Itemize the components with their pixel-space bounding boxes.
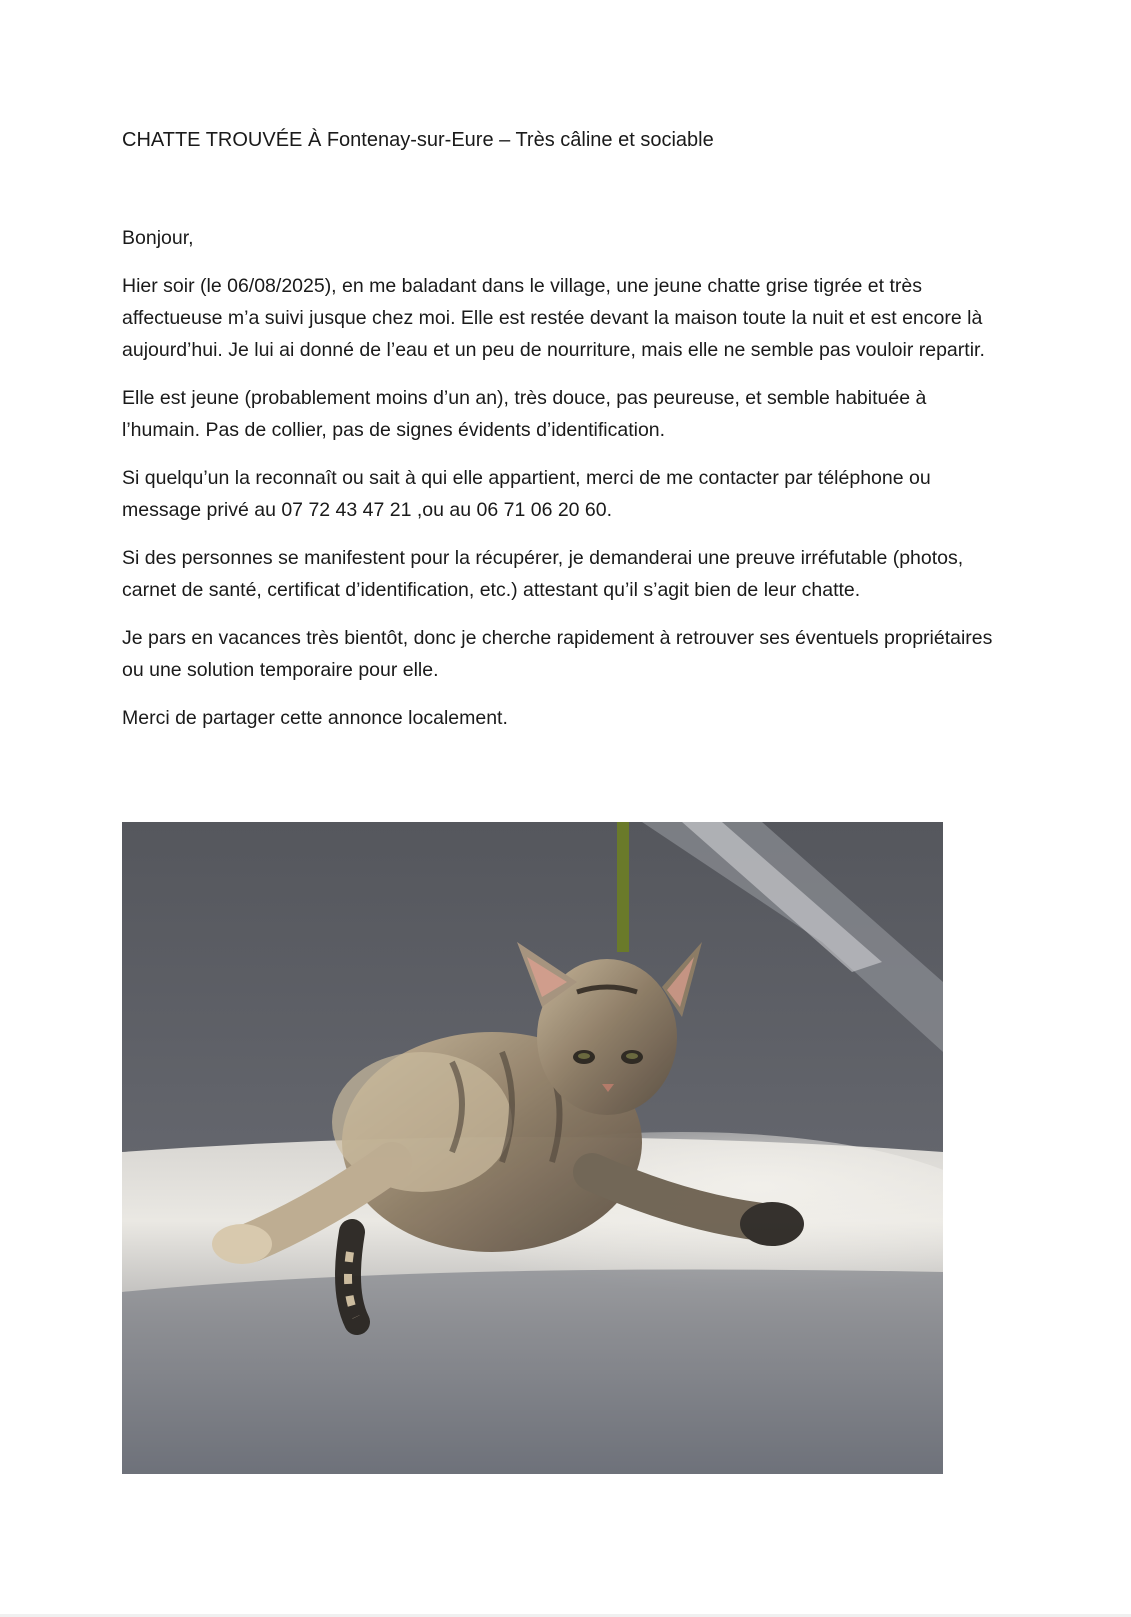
paragraph-contact: Si quelqu’un la reconnaît ou sait à qui elle appartient, merci de me contacter par téléphone ou message privé au 07 72 43 47 21 ,ou au 06 71 06 20 60. [122, 467, 931, 521]
closing-line: Merci de partager cette annonce localement. [122, 707, 508, 729]
paragraph-found-story: Hier soir (le 06/08/2025), en me baladant dans le village, une jeune chatte grise tigrée et très affectueuse m’a suivi jusque chez moi. Elle est restée devant la maison toute la nuit et est encore là aujourd’hui. Je lui ai donné de l’eau et un peu de nourriture, mais elle ne semble pas vouloir repartir. [122, 275, 985, 361]
paragraph-proof: Si des personnes se manifestent pour la récupérer, je demanderai une preuve irréfutable (photos, carnet de santé, certificat d’identification, etc.) attestant qu’il s’agit bien de leur chatte. [122, 547, 964, 601]
page-title: CHATTE TROUVÉE À Fontenay-sur-Eure – Très câline et sociable [122, 129, 714, 151]
document-body [122, 222, 1002, 750]
cushion-gap [617, 822, 629, 952]
paragraph-description: Elle est jeune (probablement moins d’un an), très douce, pas peureuse, et semble habituée à l’humain. Pas de collier, pas de signes évidents d’identification. [122, 387, 927, 441]
kitten-photo [122, 822, 943, 1474]
greeting: Bonjour, [122, 227, 194, 249]
paragraph-vacation: Je pars en vacances très bientôt, donc je cherche rapidement à retrouver ses éventuels propriétaires ou une solution temporaire pour elle. [122, 627, 993, 681]
